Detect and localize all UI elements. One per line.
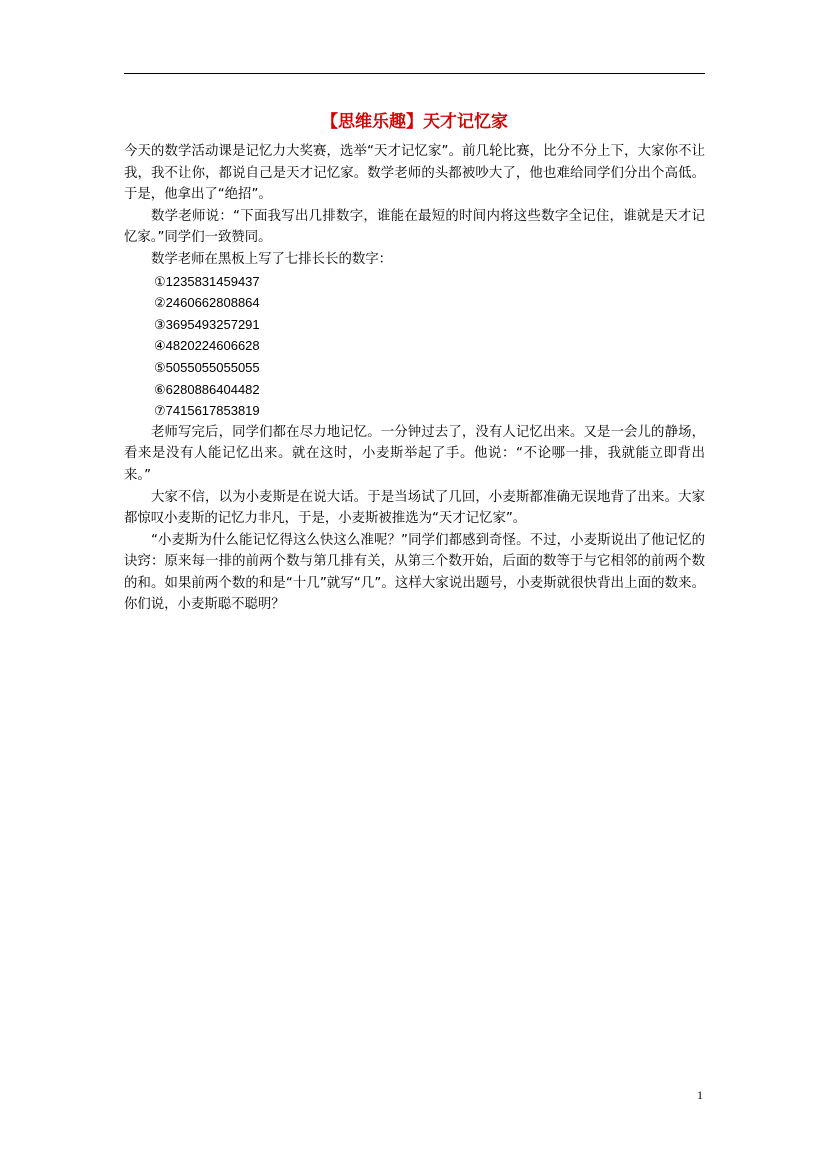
number-row: ①1235831459437 [154, 273, 260, 289]
paragraph-intro: 今天的数学活动课是记忆力大奖赛，选举“天才记忆家”。前几轮比赛，比分不分上下，大家你不让我，我不让你，都说自己是天才记忆家。数学老师的头都被吵大了，他也难给同学们分出个高低。于是，他拿出了“绝招”。 [124, 144, 705, 203]
paragraph-memorizing: 老师写完后，同学们都在尽力地记忆。一分钟过去了，没有人记忆出来。又是一会儿的静场，看来是没有人能记忆出来。就在这时，小麦斯举起了手。他说：“不论哪一排，我就能立即背出来。” [124, 424, 705, 483]
paragraph-secret: “小麦斯为什么能记忆得这么快这么准呢？”同学们都感到奇怪。不过，小麦斯说出了他记忆的诀窍：原来每一排的前两个数与第几排有关，从第三个数开始，后面的数等于与它相邻的前两个数的和。如果前两个数的和是“十几”就写“几”。这样大家说出题号，小麦斯就很快背出上面的数来。你们说，小麦斯聪不聪明？ [124, 532, 705, 613]
document-title: 【思维乐趣】天才记忆家 [321, 112, 508, 132]
page-number: 1 [697, 1088, 703, 1102]
number-row: ④4820224606628 [154, 338, 260, 354]
number-row: ⑦7415617853819 [154, 403, 260, 419]
paragraph-writes-rows: 数学老师在黑板上写了七排长长的数字： [151, 251, 393, 267]
number-rows-list [124, 271, 705, 422]
number-row: ⑥6280886404482 [154, 381, 260, 397]
header-rule [124, 73, 705, 74]
number-row: ⑤5055055055055 [154, 359, 260, 375]
number-row: ③3695493257291 [154, 316, 260, 332]
paragraph-disbelief: 大家不信，以为小麦斯是在说大话。于是当场试了几回，小麦斯都准确无误地背了出来。大家都惊叹小麦斯的记忆力非凡，于是，小麦斯被推选为“天才记忆家”。 [124, 489, 705, 527]
number-row: ②2460662808864 [154, 295, 260, 311]
document-body [124, 141, 705, 616]
paragraph-teacher-says: 数学老师说：“下面我写出几排数字，谁能在最短的时间内将这些数字全记住，谁就是天才记忆家。”同学们一致赞同。 [124, 208, 705, 246]
